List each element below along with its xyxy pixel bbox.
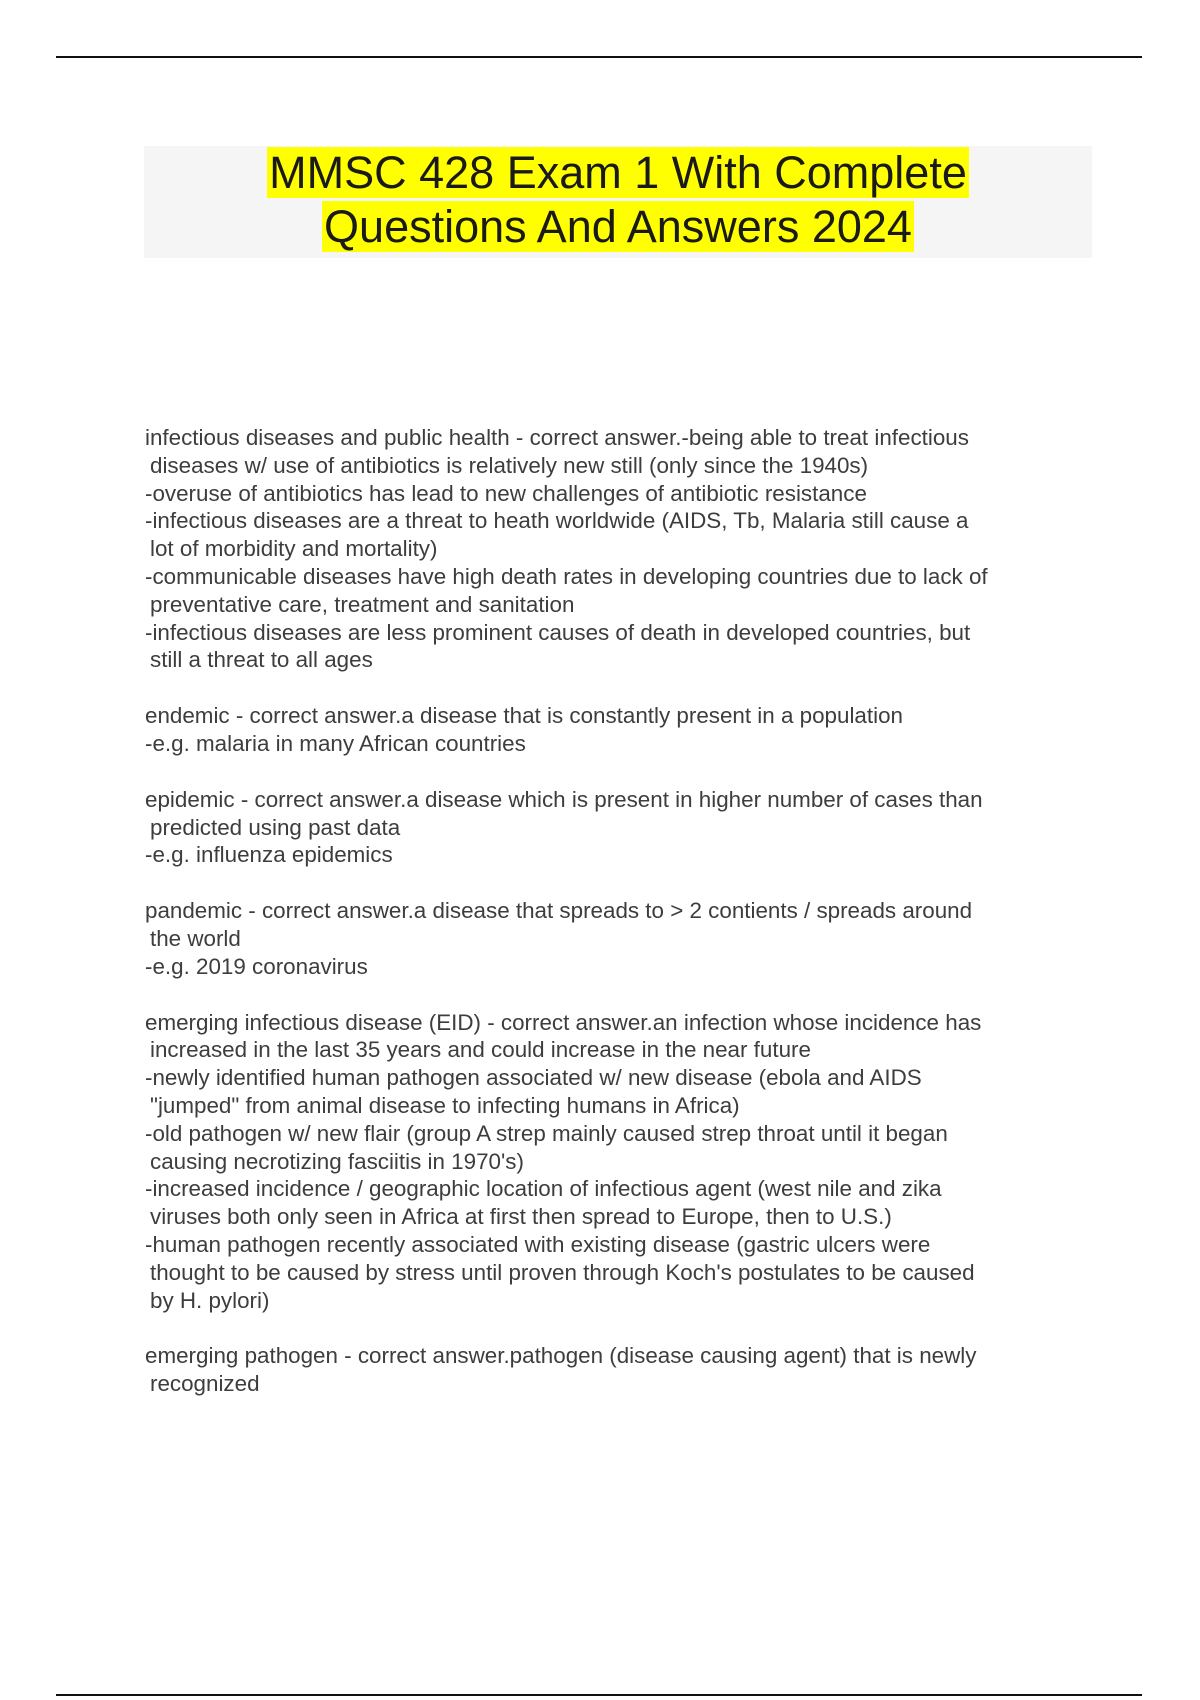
- entry-text-line: -increased incidence / geographic location of infectious agent (west nile and zika: [145, 1176, 942, 1202]
- entry-text-line: -e.g. 2019 coronavirus: [145, 953, 368, 979]
- entry-text-line: -communicable diseases have high death rates in developing countries due to lack of: [145, 563, 988, 589]
- entry-term-line: pandemic - correct answer.a disease that spreads to > 2 contients / spreads around: [145, 898, 973, 924]
- title-line-2-text: Questions And Answers 2024: [324, 201, 912, 252]
- bottom-rule: [56, 1694, 1142, 1696]
- entry-text-line: -infectious diseases are less prominent causes of death in developed countries, but: [145, 619, 971, 645]
- entry-text-line: causing necrotizing fasciitis in 1970's): [150, 1148, 524, 1174]
- title-line-1-text: MMSC 428 Exam 1 With Complete: [269, 147, 967, 198]
- qa-entry: [145, 702, 1085, 758]
- entry-term-line: emerging infectious disease (EID) - correct answer.an infection whose incidence has: [145, 1009, 982, 1035]
- entry-text-line: viruses both only seen in Africa at first then spread to Europe, then to U.S.): [150, 1204, 892, 1230]
- qa-entry: [145, 424, 1085, 674]
- entry-text-line: thought to be caused by stress until proven through Koch's postulates to be caused: [150, 1259, 975, 1285]
- document-body: [145, 424, 1085, 1426]
- entry-text-line: predicted using past data: [150, 814, 401, 840]
- entry-text-line: -old pathogen w/ new flair (group A strep mainly caused strep throat until it began: [145, 1120, 948, 1146]
- entry-text-line: -e.g. malaria in many African countries: [145, 730, 526, 756]
- entry-text-line: -newly identified human pathogen associated w/ new disease (ebola and AIDS: [145, 1065, 922, 1091]
- qa-entry: [145, 1009, 1085, 1315]
- top-rule: [56, 56, 1142, 58]
- qa-entry: [145, 786, 1085, 869]
- title-line-2: [144, 200, 1092, 254]
- title-line-1: [144, 146, 1092, 200]
- entry-term-line: endemic - correct answer.a disease that is constantly present in a population: [145, 703, 903, 729]
- qa-entry: [145, 1342, 1085, 1398]
- entry-text-line: increased in the last 35 years and could increase in the near future: [150, 1037, 811, 1063]
- entry-text-line: diseases w/ use of antibiotics is relatively new still (only since the 1940s): [150, 452, 869, 478]
- entry-term-line: infectious diseases and public health - correct answer.-being able to treat infectious: [145, 425, 969, 450]
- entry-text-line: -human pathogen recently associated with existing disease (gastric ulcers were: [145, 1231, 931, 1257]
- title-banner: [144, 146, 1092, 258]
- entry-term-line: emerging pathogen - correct answer.pathogen (disease causing agent) that is newly: [145, 1343, 977, 1369]
- entry-text-line: -infectious diseases are a threat to heath worldwide (AIDS, Tb, Malaria still cause a: [145, 508, 969, 534]
- entry-text-line: lot of morbidity and mortality): [150, 536, 438, 562]
- entry-text-line: preventative care, treatment and sanitation: [150, 591, 575, 617]
- entry-text-line: the world: [150, 925, 241, 951]
- entry-text-line: -e.g. influenza epidemics: [145, 842, 393, 868]
- entry-text-line: -overuse of antibiotics has lead to new challenges of antibiotic resistance: [145, 480, 867, 506]
- qa-entry: [145, 897, 1085, 980]
- entry-text-line: still a threat to all ages: [150, 647, 373, 673]
- entry-text-line: "jumped" from animal disease to infecting humans in Africa): [150, 1092, 740, 1118]
- entry-term-line: epidemic - correct answer.a disease which is present in higher number of cases than: [145, 786, 983, 812]
- entry-text-line: recognized: [150, 1371, 260, 1397]
- entry-text-line: by H. pylori): [150, 1287, 270, 1313]
